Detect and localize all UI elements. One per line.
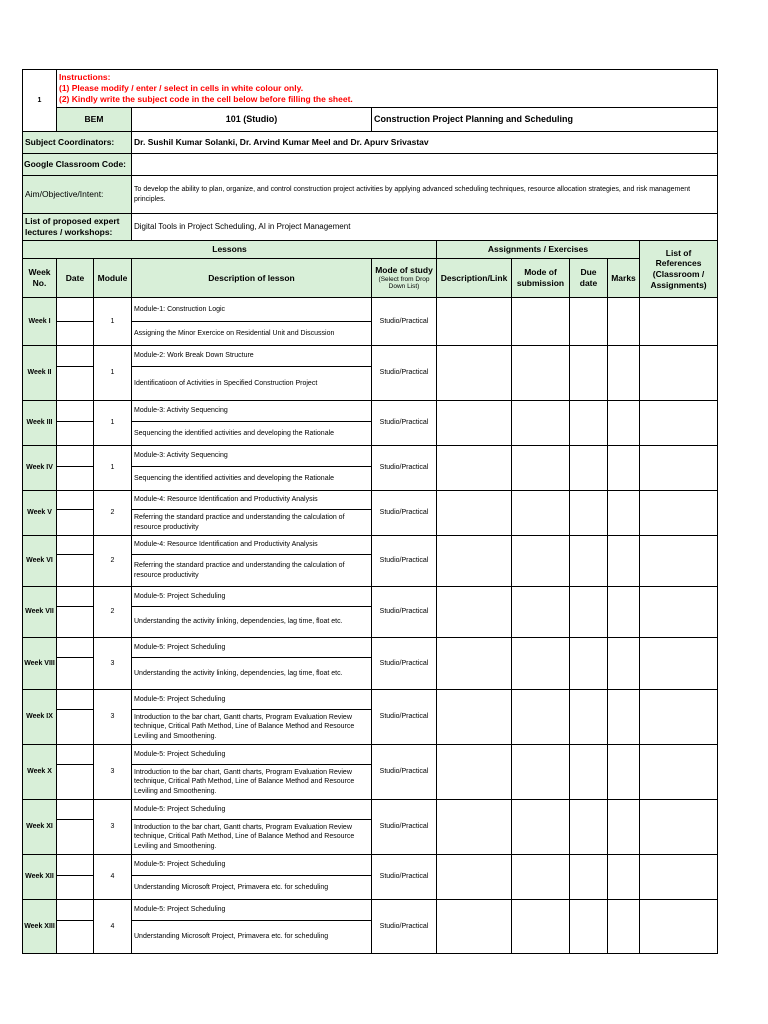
module-number: 3 [94,638,132,690]
mode-of-study: Studio/Practical [372,346,437,401]
date-cell [57,555,94,587]
due-date-header: Due date [570,259,608,298]
week-label: Week VI [23,536,57,587]
date-cell [57,745,94,765]
marks-cell [608,690,640,745]
week-label: Week XI [23,800,57,855]
submission-mode-cell [512,690,570,745]
references-cell [640,900,718,954]
subject-code: 101 (Studio) [132,108,372,132]
references-cell [640,536,718,587]
lesson-plan-table [22,69,718,954]
assignment-description-cell [437,690,512,745]
aim-label: Aim/Objective/Intent: [23,176,132,214]
week-label: Week VII [23,587,57,638]
lesson-topic: Module-1: Construction Logic [132,298,372,322]
module-number: 4 [94,855,132,900]
date-cell [57,446,94,467]
lesson-activity: Identificatioon of Activities in Specified Construction Project [132,367,372,401]
references-cell [640,491,718,536]
mode-of-study: Studio/Practical [372,536,437,587]
week-row [23,900,718,921]
lesson-topic: Module-5: Project Scheduling [132,855,372,876]
date-cell [57,900,94,921]
references-cell [640,690,718,745]
assignment-description-cell [437,638,512,690]
lesson-activity: Introduction to the bar chart, Gantt charts, Program Evaluation Review technique, Critical Path Method, Line of Balance Method and Resource Leviling and Smoothening. [132,820,372,855]
module-number: 3 [94,800,132,855]
mode-of-study: Studio/Practical [372,745,437,800]
references-cell [640,446,718,491]
references-cell [640,298,718,346]
mode-of-study: Studio/Practical [372,800,437,855]
lesson-activity: Referring the standard practice and understanding the calculation of resource productivity [132,510,372,536]
submission-mode-cell [512,446,570,491]
instruction-line-2: (2) Kindly write the subject code in the cell below before filling the sheet. [59,94,353,104]
mode-of-study: Studio/Practical [372,491,437,536]
due-date-cell [570,491,608,536]
mode-of-study-label: Mode of study [375,264,433,275]
module-number: 3 [94,745,132,800]
date-cell [57,422,94,446]
references-cell [640,638,718,690]
lesson-activity: Understanding the activity linking, dependencies, lag time, float etc. [132,658,372,690]
due-date-cell [570,446,608,491]
module-number: 3 [94,690,132,745]
submission-mode-cell [512,346,570,401]
references-cell [640,587,718,638]
mode-of-study: Studio/Practical [372,401,437,446]
marks-cell [608,900,640,954]
submission-mode-cell [512,401,570,446]
date-cell [57,658,94,690]
assignment-description-cell [437,900,512,954]
assignment-description-cell [437,587,512,638]
date-cell [57,467,94,491]
due-date-cell [570,587,608,638]
week-label: Week XIII [23,900,57,954]
assignment-description-cell [437,446,512,491]
date-cell [57,690,94,710]
week-label: Week II [23,346,57,401]
marks-cell [608,587,640,638]
module-number: 2 [94,587,132,638]
week-row [23,800,718,820]
marks-cell [608,491,640,536]
week-row [23,346,718,367]
week-row [23,401,718,422]
week-label: Week IX [23,690,57,745]
date-cell [57,536,94,555]
references-header: List of References (Classroom / Assignments) [640,241,718,298]
mode-of-study-hint: (Select from Drop Down List) [378,275,430,291]
due-date-cell [570,346,608,401]
week-row [23,745,718,765]
date-cell [57,491,94,510]
date-cell [57,855,94,876]
lesson-activity: Assigning the Minor Exercice on Residential Unit and Discussion [132,322,372,346]
lesson-activity: Introduction to the bar chart, Gantt charts, Program Evaluation Review technique, Critical Path Method, Line of Balance Method and Resource Leviling and Smoothening. [132,710,372,745]
mode-of-study: Studio/Practical [372,638,437,690]
week-label: Week XII [23,855,57,900]
due-date-cell [570,855,608,900]
marks-cell [608,800,640,855]
submission-mode-cell [512,587,570,638]
lesson-activity: Sequencing the identified activities and developing the Rationale [132,422,372,446]
coordinators-label: Subject Coordinators: [23,132,132,154]
week-no-header: Week No. [23,259,57,298]
lesson-topic: Module-5: Project Scheduling [132,690,372,710]
lesson-description-header: Description of lesson [132,259,372,298]
assignment-description-cell [437,401,512,446]
marks-cell [608,298,640,346]
submission-mode-cell [512,491,570,536]
due-date-cell [570,745,608,800]
date-header: Date [57,259,94,298]
submission-mode-cell [512,638,570,690]
marks-cell [608,638,640,690]
lessons-group-header: Lessons [23,241,437,259]
date-cell [57,587,94,607]
submission-mode-cell [512,745,570,800]
module-header: Module [94,259,132,298]
week-label: Week V [23,491,57,536]
mode-of-study: Studio/Practical [372,446,437,491]
lesson-activity: Referring the standard practice and understanding the calculation of resource productivity [132,555,372,587]
mode-of-study: Studio/Practical [372,900,437,954]
week-label: Week I [23,298,57,346]
date-cell [57,800,94,820]
week-label: Week VIII [23,638,57,690]
module-number: 2 [94,536,132,587]
week-row [23,638,718,658]
lesson-activity: Understanding Microsoft Project, Primavera etc. for scheduling [132,921,372,954]
module-number: 1 [94,446,132,491]
coordinators-value: Dr. Sushil Kumar Solanki, Dr. Arvind Kumar Meel and Dr. Apurv Srivastav [132,132,718,154]
submission-mode-cell [512,298,570,346]
instructions-title: Instructions: [59,72,111,82]
date-cell [57,638,94,658]
aim-value: To develop the ability to plan, organize, and control construction project activities by applying advanced scheduling techniques, resource allocation strategies, and risk management principles. [132,176,718,214]
due-date-cell [570,401,608,446]
assignment-description-cell [437,298,512,346]
lesson-topic: Module-5: Project Scheduling [132,587,372,607]
assignment-description-header: Description/Link [437,259,512,298]
classroom-code-label: Google Classroom Code: [23,154,132,176]
marks-cell [608,401,640,446]
week-row [23,298,718,322]
date-cell [57,298,94,322]
assignment-description-cell [437,855,512,900]
references-cell [640,855,718,900]
week-row [23,536,718,555]
references-cell [640,346,718,401]
date-cell [57,607,94,638]
due-date-cell [570,800,608,855]
marks-cell [608,745,640,800]
week-row [23,690,718,710]
lesson-topic: Module-2: Work Break Down Structure [132,346,372,367]
references-cell [640,745,718,800]
due-date-cell [570,298,608,346]
lesson-topic: Module-3: Activity Sequencing [132,446,372,467]
assignment-description-cell [437,536,512,587]
marks-cell [608,446,640,491]
due-date-cell [570,900,608,954]
module-number: 4 [94,900,132,954]
module-number: 2 [94,491,132,536]
lesson-topic: Module-5: Project Scheduling [132,745,372,765]
submission-mode-cell [512,855,570,900]
week-label: Week IV [23,446,57,491]
subject-title: Construction Project Planning and Scheduling [372,108,718,132]
expert-lectures-value: Digital Tools in Project Scheduling, AI in Project Management [132,214,718,241]
date-cell [57,820,94,855]
assignment-description-cell [437,800,512,855]
marks-cell [608,536,640,587]
due-date-cell [570,690,608,745]
lesson-topic: Module-4: Resource Identification and Productivity Analysis [132,491,372,510]
week-label: Week III [23,401,57,446]
expert-lectures-label: List of proposed expert lectures / workshops: [23,214,132,241]
marks-cell [608,855,640,900]
lesson-topic: Module-5: Project Scheduling [132,800,372,820]
lesson-topic: Module-3: Activity Sequencing [132,401,372,422]
date-cell [57,401,94,422]
date-cell [57,322,94,346]
module-number: 1 [94,346,132,401]
assignment-description-cell [437,346,512,401]
assignment-description-cell [437,745,512,800]
week-row [23,446,718,467]
instructions-cell [57,70,718,108]
date-cell [57,367,94,401]
program-code: BEM [57,108,132,132]
due-date-cell [570,536,608,587]
date-cell [57,876,94,900]
date-cell [57,921,94,954]
lesson-topic: Module-5: Project Scheduling [132,638,372,658]
date-cell [57,510,94,536]
due-date-cell [570,638,608,690]
assignment-description-cell [437,491,512,536]
lesson-activity: Understanding Microsoft Project, Primavera etc. for scheduling [132,876,372,900]
week-row [23,491,718,510]
classroom-code-value [132,154,718,176]
marks-header: Marks [608,259,640,298]
submission-mode-cell [512,900,570,954]
date-cell [57,765,94,800]
mode-of-study: Studio/Practical [372,587,437,638]
week-row [23,855,718,876]
instruction-line-1: (1) Please modify / enter / select in cells in white colour only. [59,83,304,93]
lesson-activity: Sequencing the identified activities and developing the Rationale [132,467,372,491]
submission-mode-cell [512,800,570,855]
marks-cell [608,346,640,401]
lesson-topic: Module-5: Project Scheduling [132,900,372,921]
references-cell [640,401,718,446]
references-cell [640,800,718,855]
week-label: Week X [23,745,57,800]
lesson-topic: Module-4: Resource Identification and Productivity Analysis [132,536,372,555]
sheet-number: 1 [23,70,57,132]
lesson-activity: Introduction to the bar chart, Gantt charts, Program Evaluation Review technique, Critical Path Method, Line of Balance Method and Resource Leviling and Smoothening. [132,765,372,800]
week-row [23,587,718,607]
mode-of-study: Studio/Practical [372,690,437,745]
lesson-activity: Understanding the activity linking, dependencies, lag time, float etc. [132,607,372,638]
submission-mode-cell [512,536,570,587]
module-number: 1 [94,401,132,446]
mode-of-study-header [372,259,437,298]
date-cell [57,346,94,367]
date-cell [57,710,94,745]
mode-of-study: Studio/Practical [372,855,437,900]
assignments-group-header: Assignments / Exercises [437,241,640,259]
module-number: 1 [94,298,132,346]
mode-of-study: Studio/Practical [372,298,437,346]
submission-mode-header: Mode of submission [512,259,570,298]
